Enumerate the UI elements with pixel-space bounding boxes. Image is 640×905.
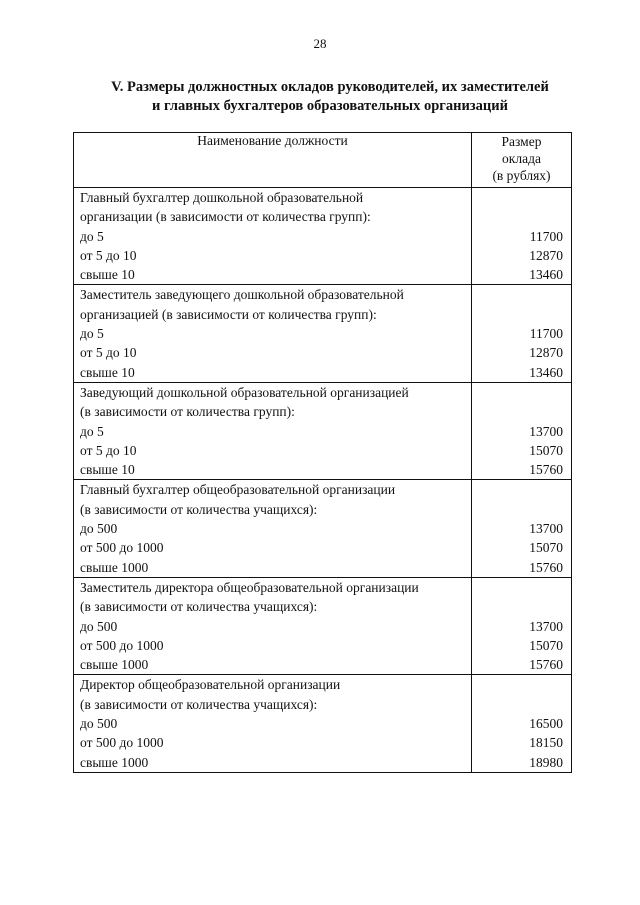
range-label: от 5 до 10 bbox=[80, 247, 137, 263]
salary-value: 11700 bbox=[529, 326, 563, 342]
position-cell bbox=[74, 577, 472, 674]
salary-cell bbox=[472, 285, 572, 382]
header-salary-size bbox=[472, 133, 572, 188]
salary-blank-line bbox=[472, 188, 571, 207]
position-heading-line: (в зависимости от количества групп): bbox=[80, 404, 295, 420]
header-salary-line: Размер bbox=[501, 134, 542, 149]
salary-cell bbox=[472, 577, 572, 674]
range-label: до 500 bbox=[80, 521, 118, 537]
range-label: свыше 10 bbox=[80, 462, 135, 478]
header-salary-line: (в рублях) bbox=[492, 168, 551, 183]
position-heading-line: Главный бухгалтер дошкольной образовательной bbox=[80, 190, 364, 205]
salary-value: 15760 bbox=[529, 462, 563, 478]
range-label: от 5 до 10 bbox=[80, 442, 137, 458]
table-row bbox=[74, 675, 572, 772]
position-cell bbox=[74, 188, 472, 285]
position-heading-line: Директор общеобразовательной организации bbox=[80, 677, 341, 693]
range-label: свыше 1000 bbox=[80, 657, 149, 673]
position-cell bbox=[74, 480, 472, 577]
range-label: свыше 10 bbox=[80, 364, 135, 380]
table-row bbox=[74, 285, 572, 382]
salary-blank-line bbox=[472, 207, 571, 226]
range-label: до 5 bbox=[80, 326, 104, 342]
salary-value: 13700 bbox=[529, 618, 563, 634]
range-label: до 500 bbox=[80, 618, 118, 634]
salary-value: 16500 bbox=[529, 716, 563, 732]
position-heading-line: организации (в зависимости от количества групп): bbox=[80, 209, 371, 225]
header-salary-line: оклада bbox=[502, 151, 541, 166]
position-heading-line: Заведующий дошкольной образовательной организацией bbox=[80, 384, 409, 400]
salary-blank-line bbox=[472, 597, 571, 616]
salary-blank-line bbox=[472, 675, 571, 694]
salary-value: 18150 bbox=[529, 735, 563, 751]
salary-cell bbox=[472, 188, 572, 285]
salary-value: 15070 bbox=[529, 442, 563, 458]
salary-cell bbox=[472, 480, 572, 577]
range-label: от 500 до 1000 bbox=[80, 637, 164, 653]
salary-value: 15070 bbox=[529, 637, 563, 653]
position-cell bbox=[74, 675, 472, 772]
range-label: до 5 bbox=[80, 228, 104, 244]
salary-blank-line bbox=[472, 383, 571, 402]
range-label: до 5 bbox=[80, 423, 104, 439]
range-label: от 500 до 1000 bbox=[80, 735, 164, 751]
salary-value: 13460 bbox=[529, 364, 563, 380]
position-heading-line: Заместитель заведующего дошкольной образовательной bbox=[80, 287, 404, 303]
salary-value: 12870 bbox=[529, 345, 563, 361]
range-label: до 500 bbox=[80, 716, 118, 732]
table-row bbox=[74, 577, 572, 674]
salary-cell bbox=[472, 382, 572, 479]
salary-value: 11700 bbox=[529, 228, 563, 244]
range-label: свыше 1000 bbox=[80, 559, 149, 575]
salary-blank-line bbox=[472, 285, 571, 304]
position-heading-line: организацией (в зависимости от количества групп): bbox=[80, 306, 377, 322]
header-position-name: Наименование должности bbox=[74, 133, 472, 188]
table-row bbox=[74, 382, 572, 479]
salary-blank-line bbox=[472, 695, 571, 714]
position-cell bbox=[74, 382, 472, 479]
page-number: 28 bbox=[313, 36, 327, 51]
salary-blank-line bbox=[472, 578, 571, 597]
table-header-row bbox=[74, 133, 572, 188]
range-label: свыше 1000 bbox=[80, 754, 149, 770]
title-line-2: и главных бухгалтеров образовательных организаций bbox=[152, 98, 508, 114]
table-row bbox=[74, 480, 572, 577]
salary-value: 13700 bbox=[529, 521, 563, 537]
table-body bbox=[74, 188, 572, 773]
title-line-1: V. Размеры должностных окладов руководителей, их заместителей bbox=[111, 79, 549, 95]
salary-blank-line bbox=[472, 305, 571, 324]
salary-value: 13460 bbox=[529, 267, 563, 283]
salary-value: 15760 bbox=[529, 559, 563, 575]
position-heading-line: Заместитель директора общеобразовательной организации bbox=[80, 579, 419, 595]
salary-value: 18980 bbox=[529, 754, 563, 770]
salary-table bbox=[73, 132, 572, 773]
salary-value: 15070 bbox=[529, 540, 563, 556]
salary-cell bbox=[472, 675, 572, 772]
position-heading-line: (в зависимости от количества учащихся): bbox=[80, 501, 318, 517]
table-row bbox=[74, 188, 572, 285]
position-heading-line: (в зависимости от количества учащихся): bbox=[80, 599, 318, 615]
position-heading-line: Главный бухгалтер общеобразовательной организации bbox=[80, 482, 396, 498]
salary-blank-line bbox=[472, 500, 571, 519]
range-label: свыше 10 bbox=[80, 267, 135, 283]
position-heading-line: (в зависимости от количества учащихся): bbox=[80, 696, 318, 712]
salary-blank-line bbox=[472, 480, 571, 499]
salary-blank-line bbox=[472, 402, 571, 421]
range-label: от 500 до 1000 bbox=[80, 540, 164, 556]
range-label: от 5 до 10 bbox=[80, 345, 137, 361]
page-title bbox=[60, 78, 600, 116]
salary-value: 13700 bbox=[529, 423, 563, 439]
position-cell bbox=[74, 285, 472, 382]
salary-value: 15760 bbox=[529, 657, 563, 673]
salary-value: 12870 bbox=[529, 247, 563, 263]
